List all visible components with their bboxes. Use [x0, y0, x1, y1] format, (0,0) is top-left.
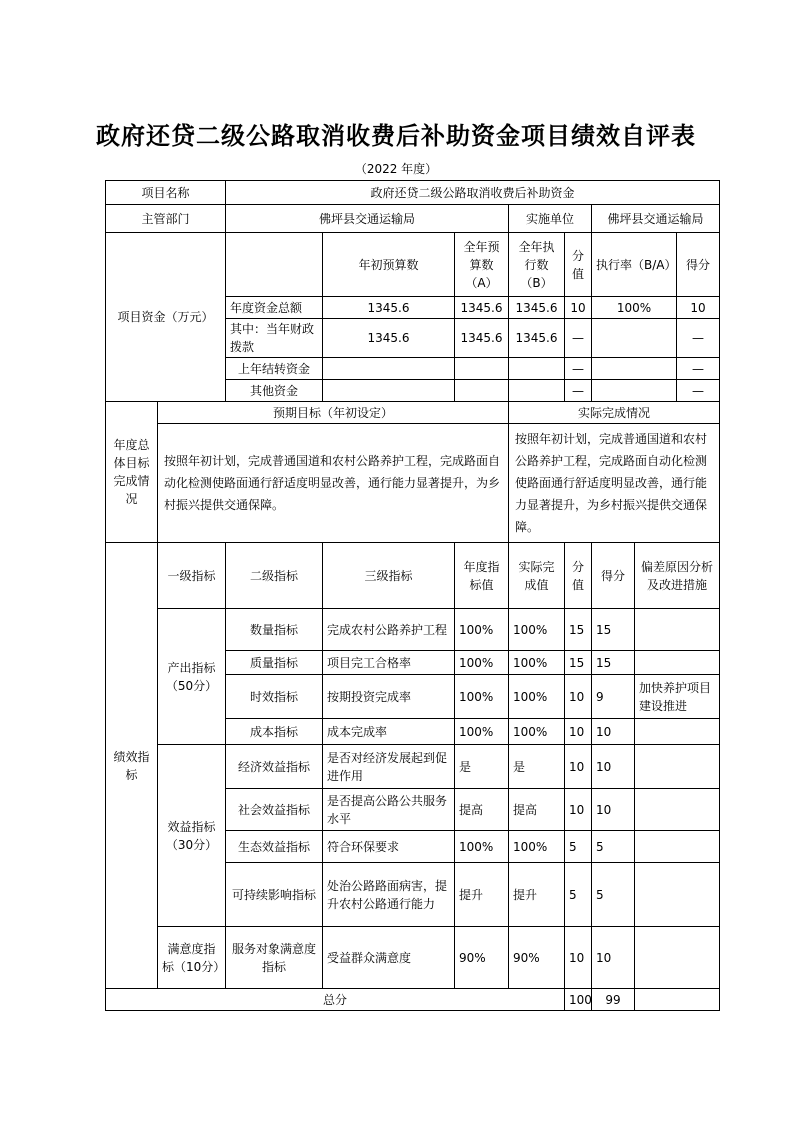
perf-level2: 可持续影响指标 — [226, 863, 323, 927]
perf-level2: 质量指标 — [226, 651, 323, 675]
funds-row-budget — [455, 358, 509, 380]
perf-score: 10 — [592, 745, 635, 789]
evaluation-table — [105, 180, 720, 1011]
perf-group-benefit: 效益指标（30分） — [158, 745, 226, 927]
perf-score-value: 15 — [565, 609, 592, 651]
perf-level3: 成本完成率 — [323, 719, 455, 745]
funds-header-rate: 执行率（B/A） — [592, 233, 677, 297]
perf-actual: 是 — [509, 745, 565, 789]
funds-row-score: — — [677, 319, 720, 358]
perf-level3: 完成农村公路养护工程 — [323, 609, 455, 651]
perf-score: 5 — [592, 831, 635, 863]
perf-header-score: 得分 — [592, 543, 635, 609]
funds-row-name: 年度资金总额 — [226, 297, 323, 319]
funds-header-budget: 全年预算数（A） — [455, 233, 509, 297]
perf-level2: 成本指标 — [226, 719, 323, 745]
perf-level2: 服务对象满意度指标 — [226, 927, 323, 989]
total-label: 总分 — [106, 989, 565, 1011]
perf-reason — [635, 831, 720, 863]
funds-header-blank — [226, 233, 323, 297]
perf-target: 提高 — [455, 789, 509, 831]
perf-level3: 项目完工合格率 — [323, 651, 455, 675]
funds-row-score-value: 10 — [565, 297, 592, 319]
perf-level3: 是否对经济发展起到促进作用 — [323, 745, 455, 789]
report-year: （2022 年度） — [354, 162, 438, 176]
funds-row-initial: 1345.6 — [323, 319, 455, 358]
goals-label: 年度总体目标完成情况 — [106, 402, 158, 543]
funds-row-initial — [323, 358, 455, 380]
perf-actual: 提升 — [509, 863, 565, 927]
perf-header-level2: 二级指标 — [226, 543, 323, 609]
total-score-value: 100 — [565, 989, 592, 1011]
perf-actual: 90% — [509, 927, 565, 989]
perf-target: 100% — [455, 675, 509, 719]
expected-goal-text: 按照年初计划，完成普通国道和农村公路养护工程，完成路面自动化检测使路面通行舒适度明显改善，通行能力显著提升，为乡村振兴提供交通保障。 — [158, 424, 509, 543]
actual-goal-text: 按照年初计划，完成普通国道和农村公路养护工程，完成路面自动化检测使路面通行舒适度明显改善，通行能力显著提升，为乡村振兴提供交通保障。 — [509, 424, 720, 543]
total-score: 99 — [592, 989, 635, 1011]
funds-row-score-value: — — [565, 319, 592, 358]
perf-score: 10 — [592, 789, 635, 831]
funds-row-exec: 1345.6 — [509, 297, 565, 319]
funds-header-exec: 全年执行数（B） — [509, 233, 565, 297]
funds-row-rate: 100% — [592, 297, 677, 319]
perf-score-value: 10 — [565, 675, 592, 719]
perf-target: 100% — [455, 651, 509, 675]
perf-score-value: 10 — [565, 745, 592, 789]
funds-header-score-value: 分值 — [565, 233, 592, 297]
perf-group-output: 产出指标（50分） — [158, 609, 226, 745]
perf-target: 提升 — [455, 863, 509, 927]
perf-level3: 符合环保要求 — [323, 831, 455, 863]
perf-score-value: 15 — [565, 651, 592, 675]
project-name-label: 项目名称 — [106, 181, 226, 205]
perf-score-value: 5 — [565, 831, 592, 863]
perf-header-actual: 实际完成值 — [509, 543, 565, 609]
funds-label: 项目资金（万元） — [106, 233, 226, 402]
perf-level3: 处治公路路面病害，提升农村公路通行能力 — [323, 863, 455, 927]
funds-row-exec — [509, 380, 565, 402]
perf-level2: 生态效益指标 — [226, 831, 323, 863]
perf-header-reason: 偏差原因分析及改进措施 — [635, 543, 720, 609]
impl-value: 佛坪县交通运输局 — [592, 205, 720, 233]
project-name: 政府还贷二级公路取消收费后补助资金 — [226, 181, 720, 205]
perf-target: 是 — [455, 745, 509, 789]
perf-header-score-value: 分值 — [565, 543, 592, 609]
perf-score: 15 — [592, 609, 635, 651]
perf-reason — [635, 863, 720, 927]
perf-score-value: 10 — [565, 789, 592, 831]
perf-level3: 受益群众满意度 — [323, 927, 455, 989]
funds-row-score: — — [677, 358, 720, 380]
perf-score: 15 — [592, 651, 635, 675]
perf-score: 5 — [592, 863, 635, 927]
perf-actual: 100% — [509, 719, 565, 745]
funds-row-score-value: — — [565, 358, 592, 380]
perf-reason — [635, 651, 720, 675]
perf-score-value: 10 — [565, 719, 592, 745]
perf-level2: 经济效益指标 — [226, 745, 323, 789]
perf-level2: 社会效益指标 — [226, 789, 323, 831]
funds-row-rate — [592, 319, 677, 358]
perf-reason — [635, 927, 720, 989]
perf-reason — [635, 745, 720, 789]
dept-value: 佛坪县交通运输局 — [226, 205, 509, 233]
perf-actual: 100% — [509, 609, 565, 651]
funds-row-score-value: — — [565, 380, 592, 402]
funds-row-budget — [455, 380, 509, 402]
perf-header-level1: 一级指标 — [158, 543, 226, 609]
funds-row-budget: 1345.6 — [455, 319, 509, 358]
performance-label: 绩效指标 — [106, 543, 158, 989]
funds-row-initial — [323, 380, 455, 402]
perf-score: 10 — [592, 927, 635, 989]
perf-level2: 数量指标 — [226, 609, 323, 651]
page-title: 政府还贷二级公路取消收费后补助资金项目绩效自评表 — [96, 121, 696, 150]
perf-actual: 100% — [509, 675, 565, 719]
perf-level2: 时效指标 — [226, 675, 323, 719]
funds-row-budget: 1345.6 — [455, 297, 509, 319]
funds-row-name: 上年结转资金 — [226, 358, 323, 380]
perf-actual: 提高 — [509, 789, 565, 831]
funds-row-name: 其他资金 — [226, 380, 323, 402]
perf-reason — [635, 789, 720, 831]
perf-score-value: 5 — [565, 863, 592, 927]
total-blank — [635, 989, 720, 1011]
funds-row-rate — [592, 358, 677, 380]
funds-row-score: 10 — [677, 297, 720, 319]
funds-row-rate — [592, 380, 677, 402]
funds-row-exec: 1345.6 — [509, 319, 565, 358]
perf-target: 100% — [455, 831, 509, 863]
perf-header-level3: 三级指标 — [323, 543, 455, 609]
perf-target: 90% — [455, 927, 509, 989]
funds-row-name: 其中：当年财政拨款 — [226, 319, 323, 358]
perf-reason — [635, 609, 720, 651]
funds-header-initial: 年初预算数 — [323, 233, 455, 297]
funds-row-score: — — [677, 380, 720, 402]
expected-goal-label: 预期目标（年初设定） — [158, 402, 509, 424]
perf-target: 100% — [455, 719, 509, 745]
impl-label: 实施单位 — [509, 205, 592, 233]
funds-row-exec — [509, 358, 565, 380]
perf-score-value: 10 — [565, 927, 592, 989]
perf-score: 10 — [592, 719, 635, 745]
perf-group-satisfaction: 满意度指标（10分） — [158, 927, 226, 989]
dept-label: 主管部门 — [106, 205, 226, 233]
perf-level3: 按期投资完成率 — [323, 675, 455, 719]
funds-row-initial: 1345.6 — [323, 297, 455, 319]
perf-actual: 100% — [509, 651, 565, 675]
perf-target: 100% — [455, 609, 509, 651]
actual-goal-label: 实际完成情况 — [509, 402, 720, 424]
perf-header-target: 年度指标值 — [455, 543, 509, 609]
perf-level3: 是否提高公路公共服务水平 — [323, 789, 455, 831]
perf-score: 9 — [592, 675, 635, 719]
perf-actual: 100% — [509, 831, 565, 863]
funds-header-score: 得分 — [677, 233, 720, 297]
perf-reason: 加快养护项目建设推进 — [635, 675, 720, 719]
perf-reason — [635, 719, 720, 745]
